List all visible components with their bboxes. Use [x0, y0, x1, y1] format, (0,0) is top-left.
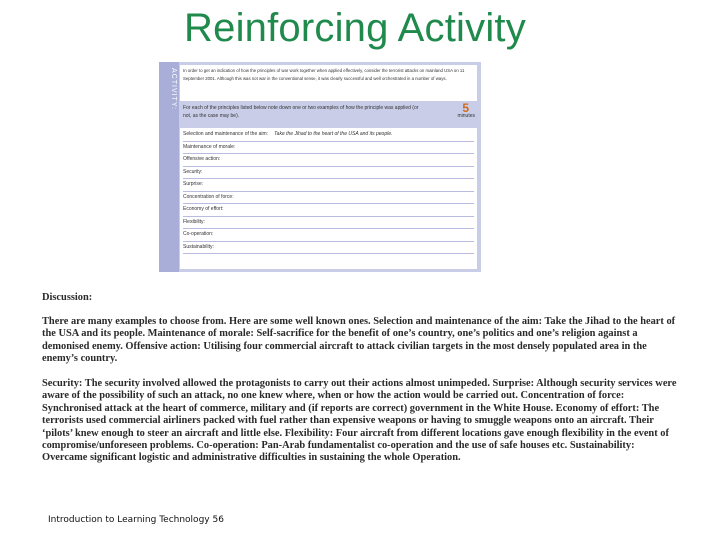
activity-time-value: 5: [462, 101, 469, 115]
principle-row: [183, 204, 474, 217]
principle-label: Selection and maintenance of the aim:: [183, 131, 269, 137]
principle-row: [183, 167, 474, 180]
principle-row: [183, 229, 474, 242]
principle-label: Security:: [183, 168, 203, 175]
principle-row: [183, 142, 474, 155]
activity-sheet-image: [159, 62, 481, 272]
principle-label: Sustainability:: [183, 243, 214, 250]
activity-task: [180, 101, 477, 127]
activity-side-label: ACTIVITY:: [170, 68, 177, 111]
activity-time-unit: minutes: [457, 113, 475, 119]
discussion-heading: Discussion:: [42, 292, 93, 303]
discussion-paragraph-1: There are many examples to choose from. Here are some well known ones. Selection and maintenance of the aim: Take the Jihad to the heart of the USA and its people. Maintenance of morale: Self-sacrifice for the benefit of one’s country, one’s politics and one’s religion against a demonised enemy. Offensive action: Utilising four commercial aircraft to attack civilian targets in the most densely populated area in the enemy’s country.: [42, 316, 676, 365]
principle-label: Flexibility:: [183, 218, 205, 225]
activity-task-text: For each of the principles listed below note down one or two examples of how the principle was applied (or not, as the case may be).: [183, 105, 419, 119]
principle-label: Maintenance of morale:: [183, 143, 236, 150]
activity-principles-list: [180, 128, 477, 269]
principle-label: Concentration of force:: [183, 193, 234, 200]
discussion-paragraph-2: Security: The security involved allowed the protagonists to carry out their actions almost unimpeded. Surprise: Although security services were aware of the possibility of such an attack, no one knew where, when or how the action would be carried out. Concentration of force: Synchronised attack at the heart of commerce, military and (if reports are correct) government in the White House. Economy of effort: The terrorists used commercial airliners packed with fuel rather than expensive weapons or having to smuggle weapons onto an aircraft. Their ‘pilots’ knew enough to steer an aircraft and little else. Flexibility: Four aircraft from different locations gave enough flexibility in the event of compromise/unforeseen problems. Co-operation: Pan-Arab fundamentalist co-operation and the use of safe houses etc. Sustainability: Overcame significant logistic and administrative difficulties in sustaining the whole Operation.: [42, 378, 677, 464]
principle-row: [183, 129, 474, 142]
slide-footer: Introduction to Learning Technology 56: [48, 515, 224, 525]
slide-title: Reinforcing Activity: [184, 6, 526, 50]
principle-row: [183, 154, 474, 167]
principle-row: [183, 242, 474, 255]
activity-sidebar: [159, 62, 179, 272]
principle-row: [183, 179, 474, 192]
principle-row: [183, 217, 474, 230]
principle-example: Take the Jihad to the heart of the USA and its people.: [274, 131, 393, 137]
principle-label: Offensive action:: [183, 156, 221, 162]
principle-row: [183, 192, 474, 205]
principle-label: Economy of effort:: [183, 206, 224, 212]
principle-label: Co-operation:: [183, 231, 214, 237]
principle-label: Surprise:: [183, 181, 204, 187]
activity-intro: In order to get an indication of how the principles of war work together when applied effectively, consider the terrorist attacks on mainland USA on 11 September 2001. Although this was not war in the conventional sense, it was clearly successful and well orchestrated in a number of ways.: [180, 65, 477, 101]
